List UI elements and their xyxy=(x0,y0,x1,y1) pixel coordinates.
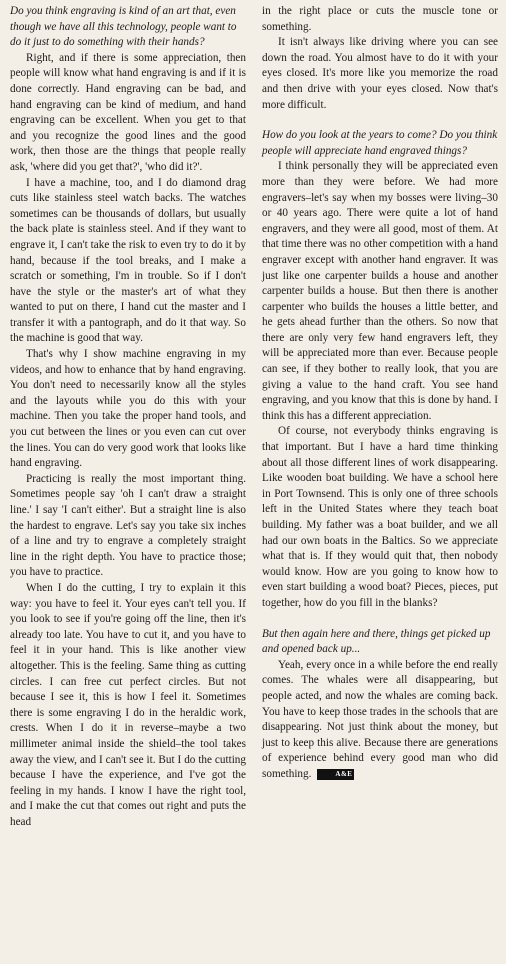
answer-paragraph: I have a machine, too, and I do diamond drag cuts like stainless steel watch backs. The watches sometimes can be thousands of dollars, but usually the back plate is stainless steel. And if they want to engrave it, I can't take the risk to even try to do it by hand, because if the tool breaks, and I make a scratch or something, I'm in trouble. So if I don't have the style or the master's art of what they wanted to put on there, I hand cut the master and I transfer it with a pantograph, and do it that way. So the machine is good that way. xyxy=(10,176,246,345)
answer-paragraph: I think personally they will be appreciated even more than they were before. We had more engravers–let's say when my bosses were living–30 or 40 years ago. There were quite a lot of hand engravers, and they were all good, most of them. At that time there was no other competition with a hand engraver except with another hand engraver. It was just like one carpenter builds a house and another carpenter builds a house. But then there is another carpenter who builds the houses a little better, and he gets ahead further than the others. So now that there are only very few hand engravers left, they will be appreciated more than ever. Because people can see, if they bother to really look, that you are giving a value to the hand craft. You see hand engraving, and you know that this is done by hand. I think this has a different appreciation. xyxy=(262,160,498,422)
answer-paragraph: Of course, not everybody thinks engraving is that important. But I have a hard time thinking about all those different lines of work disappearing. Like wooden boat building. We have a school here in Port Townsend. This is only one of three schools left in the United States where they teach boat building. My father was a boat builder, and we all had our own boats in the Baltics. So we appreciate what that is. If they would quit that, then nobody would know. How are you going to know how to even start building a wood boat? Pieces, pieces, put together, how do you fill in the blanks? xyxy=(262,425,498,609)
section-spacer xyxy=(262,113,498,128)
final-paragraph-text: Yeah, every once in a while before the end really comes. The whales were all disappearing, but people acted, and now the whales are coming back. You have to keep those trades in the schools that are disappearing. Not just think about the money, but just to keep this alive. Because there are generations of experience behind every good man who did something. xyxy=(262,658,498,780)
end-of-article-mark: A&E xyxy=(317,769,354,780)
interview-question: Do you think engraving is kind of an art that, even though we have all this technology, people want to do it just to do something with their hands? xyxy=(10,5,237,49)
answer-paragraph xyxy=(262,658,498,783)
interview-question: How do you look at the years to come? Do you think people will appreciate hand engraved things? xyxy=(262,129,498,157)
section-spacer xyxy=(262,612,498,627)
answer-paragraph: in the right place or cuts the muscle tone or something. xyxy=(262,5,498,33)
answer-paragraph: Practicing is really the most important thing. Sometimes people say 'oh I can't draw a straight line.' I say 'I can't either'. But a straight line is also the hardest to engrave. Let's say you take six inches of a line and try to engrave a completely straight line in the right depth. You have to practice those; you have to practice. xyxy=(10,472,246,579)
answer-paragraph: When I do the cutting, I try to explain it this way: you have to feel it. Your eyes can't tell you. If you look to see if you're going off the line, then it's already too late. You have to cut it, and you have to feel it in your hand. This is like another view altogether. This is the feeling. Same thing as cutting circles. I can free cut perfect circles. But not because I see it, this is how I feel it. Sometimes there is some engraving I do in the heraldic work, crests. When I do it in reverse–maybe a two millimeter animal inside the shield–the tool takes away the view, and I can't see it. But I do the cutting because I have the experience, and I've got the feeling in my hands. I know I have the right tool, and I make the cut that comes out right and puts the head xyxy=(10,581,246,828)
interview-question: But then again here and there, things get picked up and opened back up... xyxy=(262,627,491,656)
answer-paragraph: That's why I show machine engraving in my videos, and how to enhance that by hand engraving. You don't need to necessarily know all the styles and the layouts while you do this with your machine. Then you take the proper hand tools, and you cut between the lines or you even can cut over the lines. You can do very good work that looks like hand engraving. xyxy=(10,348,246,470)
left-column xyxy=(10,4,246,830)
answer-paragraph: Right, and if there is some appreciation, then people will know what hand engraving is and if it is done correctly. Hand engraving can be bad, and hand engraving can be kind of medium, and hand engraving can be excellent. When you get to that and you recognize the good lines and the good work, then those are the things that people really ask, 'where did you get that?', 'who did it?'. xyxy=(10,51,246,173)
right-column xyxy=(262,4,498,783)
answer-paragraph: It isn't always like driving where you can see down the road. You almost have to do it with your eyes closed. It's more like you memorize the road and then drive with your eyes closed. Now that's more difficult. xyxy=(262,36,498,111)
